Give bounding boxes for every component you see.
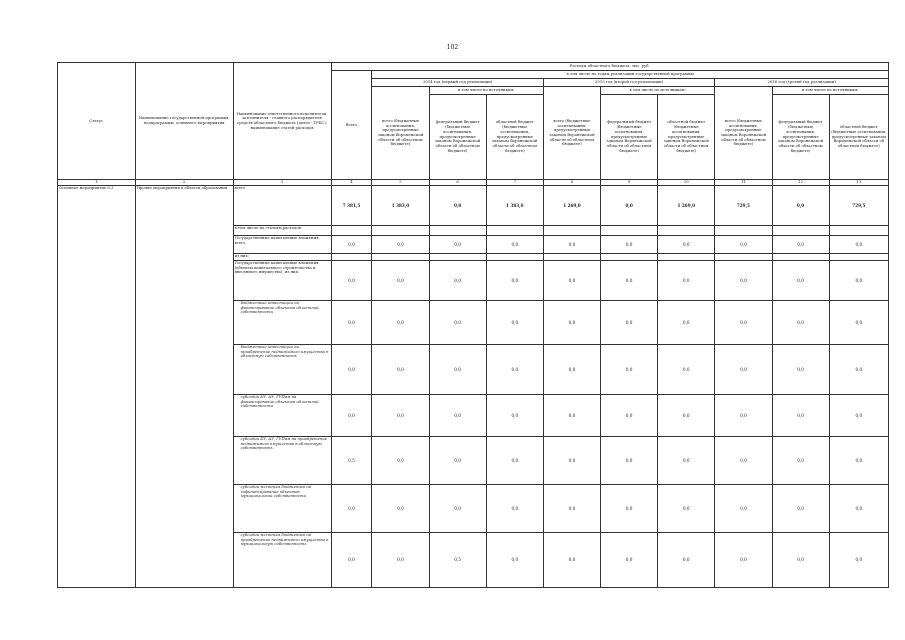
header-year-1: 2014 год (первый год реализации) <box>372 79 543 87</box>
value-cell: 0,0 <box>486 301 543 345</box>
value-cell <box>486 254 543 261</box>
header-col-federal-y2: федеральный бюджет (бюджетные ассигнования, предусмотренные законом Воронежской области об областном бюджете) <box>601 95 658 180</box>
value-cell <box>715 254 772 261</box>
header-status: Статус <box>58 63 136 180</box>
header-by-source-y1: в том числе по источникам: <box>429 87 543 95</box>
header-col-federal-y3: федеральный бюджет (бюджетные ассигнования, предусмотренные законом Воронежской области об областном бюджете) <box>772 95 829 180</box>
budget-table <box>57 62 889 588</box>
value-cell: 0,0 <box>429 345 486 395</box>
value-cell: 0,0 <box>429 301 486 345</box>
value-cell: 0,0 <box>772 485 829 533</box>
value-cell: 0,0 <box>429 485 486 533</box>
value-cell <box>331 226 372 236</box>
row-label: из них: <box>233 254 331 261</box>
row-label: субсидии местным бюджетам на приобретение недвижимого имущества в муниципальную собственность <box>233 533 331 588</box>
value-cell: 0,0 <box>601 301 658 345</box>
row-label: бюджетные инвестиции на приобретение недвижимого имущества в областную собственность <box>233 345 331 395</box>
value-cell: 0,0 <box>601 533 658 588</box>
header-col-federal-y1: федеральный бюджет (бюджетные ассигнования, предусмотренные законом Воронежской области об областном бюджете) <box>429 95 486 180</box>
value-cell <box>829 254 888 261</box>
header-col-total-y3: всего (бюджетные ассигнования, предусмотренные законом Воронежской области об областном бюджете) <box>715 87 772 180</box>
value-cell: 0,0 <box>429 236 486 254</box>
value-cell <box>429 254 486 261</box>
value-cell: 0,0 <box>543 437 600 485</box>
value-cell: 0,0 <box>829 301 888 345</box>
value-cell <box>372 254 429 261</box>
table-row <box>58 186 889 226</box>
value-cell: 0,0 <box>601 485 658 533</box>
header-col-total-y1: всего (бюджетные ассигнования, предусмотренные законом Воронежской области об областном бюджете) <box>372 87 429 180</box>
value-cell: 0,0 <box>331 395 372 437</box>
value-cell: 0,0 <box>772 395 829 437</box>
value-cell: 0,0 <box>372 345 429 395</box>
value-cell: 0,0 <box>543 533 600 588</box>
value-cell: 0,0 <box>601 345 658 395</box>
header-col-regional-y3: областной бюджет (бюджетные ассигнования, предусмотренные законом Воронежской области об областном бюджете) <box>829 95 888 180</box>
column-number: 11 <box>715 180 772 186</box>
value-cell: 0,0 <box>715 236 772 254</box>
value-cell: 0,0 <box>772 186 829 226</box>
value-cell: 0,0 <box>772 261 829 301</box>
value-cell <box>543 226 600 236</box>
value-cell: 0,0 <box>372 301 429 345</box>
value-cell: 0,0 <box>543 485 600 533</box>
column-number: 9 <box>601 180 658 186</box>
row-label: субсидии БУ, АУ, ГУПам на финансирование объектов областной собственности <box>233 395 331 437</box>
value-cell: 0,0 <box>829 345 888 395</box>
value-cell: 0,0 <box>372 485 429 533</box>
row-label: Государственные капитальные вложения, всего <box>233 236 331 254</box>
value-cell: 0,0 <box>658 345 715 395</box>
value-cell: 729,5 <box>829 186 888 226</box>
program-cell: Прочие мероприятия в области образования <box>135 186 233 588</box>
value-cell: 0,0 <box>601 236 658 254</box>
value-cell: 0,0 <box>486 261 543 301</box>
column-number: 5 <box>372 180 429 186</box>
value-cell: 0,0 <box>715 301 772 345</box>
value-cell <box>772 254 829 261</box>
header-col-regional-y2: областной бюджет (бюджетные ассигнования, предусмотренные законом Воронежской области об областном бюджете) <box>658 95 715 180</box>
value-cell: 0,0 <box>331 261 372 301</box>
value-cell: 0,0 <box>658 437 715 485</box>
column-number: 6 <box>429 180 486 186</box>
value-cell <box>772 226 829 236</box>
value-cell: 0,0 <box>658 301 715 345</box>
row-label: в том числе по статьям расходов: <box>233 226 331 236</box>
value-cell <box>715 226 772 236</box>
value-cell: 0,0 <box>658 261 715 301</box>
value-cell: 0,0 <box>331 533 372 588</box>
page-number: 102 <box>446 44 459 51</box>
column-number: 2 <box>135 180 233 186</box>
value-cell: 0,0 <box>543 395 600 437</box>
value-cell <box>486 226 543 236</box>
value-cell <box>429 226 486 236</box>
value-cell: 0,0 <box>486 345 543 395</box>
value-cell: 0,0 <box>601 437 658 485</box>
header-gbs-name: Наименование ответственного исполнителя, исполнителя - главного распорядителя средств областного бюджета (далее - ГРБС), наименование статей расходов <box>233 63 331 180</box>
status-cell: Основное мероприятие 6.3 <box>58 186 136 588</box>
value-cell: 0,0 <box>372 533 429 588</box>
value-cell: 0,0 <box>543 261 600 301</box>
value-cell: 1 269,0 <box>658 186 715 226</box>
value-cell: 0,0 <box>331 236 372 254</box>
value-cell: 0,0 <box>486 395 543 437</box>
value-cell: 0,0 <box>486 533 543 588</box>
value-cell <box>658 254 715 261</box>
column-number: 4 <box>331 180 372 186</box>
value-cell: 0,0 <box>429 395 486 437</box>
header-col-regional-y1: областной бюджет (бюджетные ассигнования, предусмотренные законом Воронежской области об областном бюджете) <box>486 95 543 180</box>
header-program-name: Наименование государственной программы, подпрограммы, основного мероприятия <box>135 63 233 180</box>
value-cell: 0,0 <box>601 395 658 437</box>
value-cell: 0,0 <box>486 236 543 254</box>
value-cell: 0,0 <box>772 301 829 345</box>
value-cell: 0,5 <box>331 437 372 485</box>
value-cell: 0,0 <box>429 437 486 485</box>
value-cell <box>829 226 888 236</box>
value-cell: 0,0 <box>429 261 486 301</box>
value-cell <box>658 226 715 236</box>
value-cell: 0,0 <box>543 301 600 345</box>
value-cell: 0,0 <box>829 485 888 533</box>
value-cell: 0,0 <box>829 395 888 437</box>
header-by-years: в том числе по годам реализации государственной программы <box>372 71 889 79</box>
value-cell: 0,0 <box>331 485 372 533</box>
header-expenses: Расходы областного бюджета, тыс. руб. <box>331 63 888 71</box>
value-cell <box>331 254 372 261</box>
column-number: 8 <box>543 180 600 186</box>
value-cell: 0,0 <box>715 345 772 395</box>
header-year-2: 2015 год (второй год реализации) <box>543 79 714 87</box>
value-cell: 0,0 <box>372 261 429 301</box>
value-cell: 0,0 <box>372 236 429 254</box>
value-cell: 0,0 <box>601 186 658 226</box>
header-by-source-y2: в том числе по источникам: <box>601 87 715 95</box>
column-number: 12 <box>772 180 829 186</box>
row-label: всего <box>233 186 331 226</box>
value-cell: 1 383,0 <box>486 186 543 226</box>
column-number: 7 <box>486 180 543 186</box>
value-cell: 0,0 <box>829 261 888 301</box>
value-cell: 0,0 <box>829 236 888 254</box>
row-label: субсидии местным бюджетам на софинансирование объектов муниципальной собственности <box>233 485 331 533</box>
value-cell: 0,0 <box>772 236 829 254</box>
value-cell: 7 381,5 <box>331 186 372 226</box>
value-cell: 0,0 <box>658 236 715 254</box>
column-number: 10 <box>658 180 715 186</box>
row-label: бюджетные инвестиции на финансирование объектов областной собственности <box>233 301 331 345</box>
header-total: Всего <box>331 71 372 180</box>
row-label: субсидии БУ, АУ, ГУПам на приобретение недвижимого имущества в областную собственность <box>233 437 331 485</box>
value-cell: 0,0 <box>829 437 888 485</box>
value-cell: 0,0 <box>715 437 772 485</box>
value-cell: 0,0 <box>829 533 888 588</box>
value-cell <box>601 226 658 236</box>
header-year-3: 2016 год (третий год реализации) <box>715 79 889 87</box>
column-number: 13 <box>829 180 888 186</box>
value-cell: 729,5 <box>715 186 772 226</box>
row-label: Государственные капитальные вложения (объекты капитального строительства и внесенного имущества), из них: <box>233 261 331 301</box>
value-cell: 0,0 <box>331 345 372 395</box>
value-cell: 1 269,0 <box>543 186 600 226</box>
value-cell: 0,0 <box>486 437 543 485</box>
value-cell: 0,0 <box>601 261 658 301</box>
value-cell <box>601 254 658 261</box>
value-cell: 0,0 <box>331 301 372 345</box>
value-cell: 0,0 <box>715 261 772 301</box>
column-number: 1 <box>58 180 136 186</box>
value-cell: 0,0 <box>715 395 772 437</box>
value-cell: 0,0 <box>715 485 772 533</box>
value-cell <box>543 254 600 261</box>
value-cell: 0,0 <box>543 236 600 254</box>
value-cell: 0,0 <box>658 485 715 533</box>
value-cell: 0,0 <box>658 533 715 588</box>
value-cell: 0,0 <box>429 186 486 226</box>
value-cell: 0,0 <box>772 533 829 588</box>
value-cell: 0,0 <box>372 395 429 437</box>
value-cell <box>372 226 429 236</box>
value-cell: 0,0 <box>658 395 715 437</box>
value-cell: 1 383,0 <box>372 186 429 226</box>
value-cell: 0,0 <box>772 345 829 395</box>
value-cell: 0,0 <box>715 533 772 588</box>
value-cell: 0,0 <box>372 437 429 485</box>
column-number: 3 <box>233 180 331 186</box>
value-cell: 0,5 <box>429 533 486 588</box>
header-by-source-y3: в том числе по источникам: <box>772 87 889 95</box>
value-cell: 0,0 <box>543 345 600 395</box>
header-col-total-y2: всего (бюджетные ассигнования, предусмотренные законом Воронежской области об областном бюджете) <box>543 87 600 180</box>
value-cell: 0,0 <box>772 437 829 485</box>
value-cell: 0,0 <box>486 485 543 533</box>
